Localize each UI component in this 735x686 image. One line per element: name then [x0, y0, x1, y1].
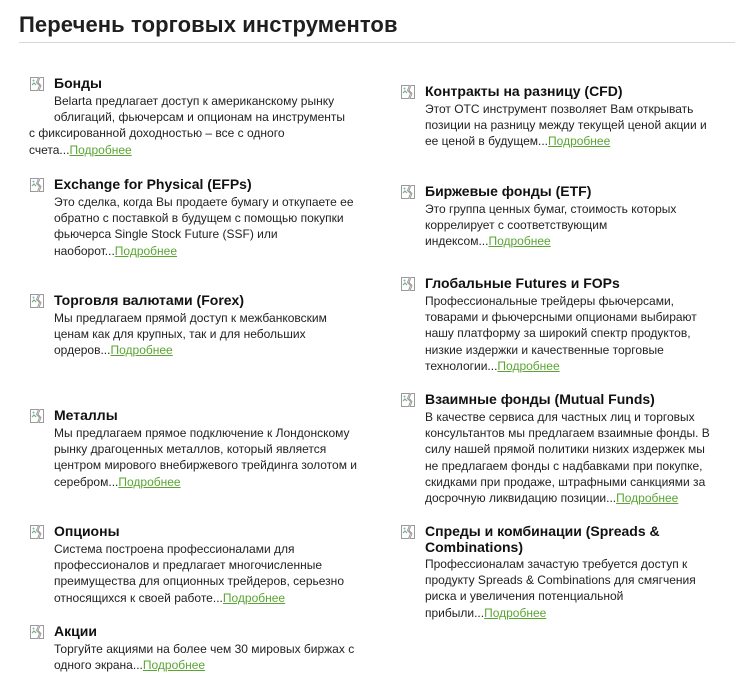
broken-image-icon [400, 276, 416, 292]
broken-image-icon [400, 524, 416, 540]
instrument-title[interactable]: Бонды [54, 75, 102, 91]
instrument-description [29, 541, 359, 606]
instrument-bonds [29, 75, 359, 158]
instrument-metals [29, 407, 359, 490]
instrument-title[interactable]: Контракты на разницу (CFD) [425, 83, 623, 99]
instrument-efp [29, 176, 359, 259]
instrument-title[interactable]: Акции [54, 623, 97, 639]
more-link[interactable]: Подробнее [488, 234, 551, 249]
instrument-description [29, 93, 359, 158]
description-text: Система построена профессионалами для профессионалов и предлагает многочисленные преимущества для опционных трейдеров, серьезно относящихся к своей работе... [54, 542, 344, 605]
instrument-title[interactable]: Глобальные Futures и FOPs [425, 275, 620, 291]
instrument-description [400, 293, 720, 374]
description-text: Профессиональные трейдеры фьючерсами, товарами и фьючерсными опционами выбирают нашу платформу за широкий спектр продуктов, низкие издержки и качественные торговые технологии... [425, 294, 697, 373]
more-link[interactable]: Подробнее [118, 474, 181, 489]
instrument-title[interactable]: Exchange for Physical (EFPs) [54, 176, 252, 192]
instrument-mutual-funds [400, 391, 720, 506]
broken-image-icon [400, 184, 416, 200]
description-text: Это группа ценных бумаг, стоимость которых коррелирует с соответствующим индексом... [425, 202, 677, 249]
more-link[interactable]: Подробнее [114, 243, 178, 258]
instrument-title[interactable]: Биржевые фонды (ETF) [425, 183, 592, 199]
instrument-spreads [400, 523, 720, 621]
instrument-description [29, 641, 359, 673]
description-text: Мы предлагаем прямой доступ к межбанковским ценам как для крупных, так и для небольших ордеров... [54, 311, 327, 358]
more-link[interactable]: Подробнее [222, 590, 286, 605]
instrument-stocks [29, 623, 359, 673]
instrument-options [29, 523, 359, 606]
broken-image-icon [400, 392, 416, 408]
description-text: Торгуйте акциями на более чем 30 мировых биржах с одного экрана... [54, 642, 355, 673]
page-title: Перечень торговых инструментов [19, 12, 398, 37]
more-link[interactable]: Подробнее [69, 142, 132, 157]
description-text: В качестве сервиса для частных лиц и торговых консультантов мы предлагаем взаимные фонды. В силу нашей прямой политики низких издержек мы не предлагаем фонды с надбавками при покупке, скидками при продаже, штрафными санкциями за досрочную ликвидацию позиции... [425, 410, 710, 506]
instrument-title[interactable]: Торговля валютами (Forex) [54, 292, 244, 308]
description-text: Belarta предлагает доступ к американскому рынку облигаций, фьючерсам и опционам на инструменты [54, 94, 346, 125]
instrument-title[interactable]: Взаимные фонды (Mutual Funds) [425, 391, 655, 407]
more-link[interactable]: Подробнее [142, 658, 206, 673]
instrument-description [400, 101, 720, 150]
instrument-title[interactable]: Опционы [54, 523, 120, 539]
broken-image-icon [29, 177, 45, 193]
broken-image-icon [29, 624, 45, 640]
instrument-cfd [400, 83, 720, 150]
broken-image-icon [29, 408, 45, 424]
instrument-description [29, 425, 359, 490]
instrument-description [400, 409, 720, 506]
more-link[interactable]: Подробнее [616, 491, 679, 506]
broken-image-icon [29, 76, 45, 92]
description-text: Этот ОТС инструмент позволяет Вам открывать позиции на разницу между текущей ценой акции и ее ценой в будущем... [425, 102, 707, 149]
instrument-etf [400, 183, 720, 250]
instrument-futures [400, 275, 720, 374]
instrument-title[interactable]: Металлы [54, 407, 118, 423]
description-text: Мы предлагаем прямое подключение к Лондонскому рынку драгоценных металлов, который является центром мирового внебиржевого трейдинга золотом и серебром... [54, 426, 357, 489]
title-divider [19, 42, 735, 43]
instrument-forex [29, 292, 359, 359]
instrument-description [29, 194, 359, 259]
more-link[interactable]: Подробнее [548, 134, 611, 149]
description-text: Профессионалам зачастую требуется доступ к продукту Spreads & Combinations для смягчения риска и увеличения потенциальной прибыли... [425, 557, 696, 620]
description-text: с фиксированной доходностью – все с одного счета... [29, 126, 285, 157]
broken-image-icon [400, 84, 416, 100]
instrument-description [29, 310, 359, 359]
instrument-title[interactable]: Спреды и комбинации (Spreads & Combinations) [425, 523, 660, 555]
more-link[interactable]: Подробнее [484, 605, 547, 620]
instrument-description [400, 201, 720, 250]
instrument-description [400, 556, 720, 621]
more-link[interactable]: Подробнее [110, 343, 173, 358]
broken-image-icon [29, 524, 45, 540]
broken-image-icon [29, 293, 45, 309]
more-link[interactable]: Подробнее [497, 358, 560, 373]
description-text: Это сделка, когда Вы продаете бумагу и откупаете ее обратно с поставкой в будущем с помощью покупки фьючерса Single Stock Future (SSF) или наоборот... [54, 195, 354, 258]
